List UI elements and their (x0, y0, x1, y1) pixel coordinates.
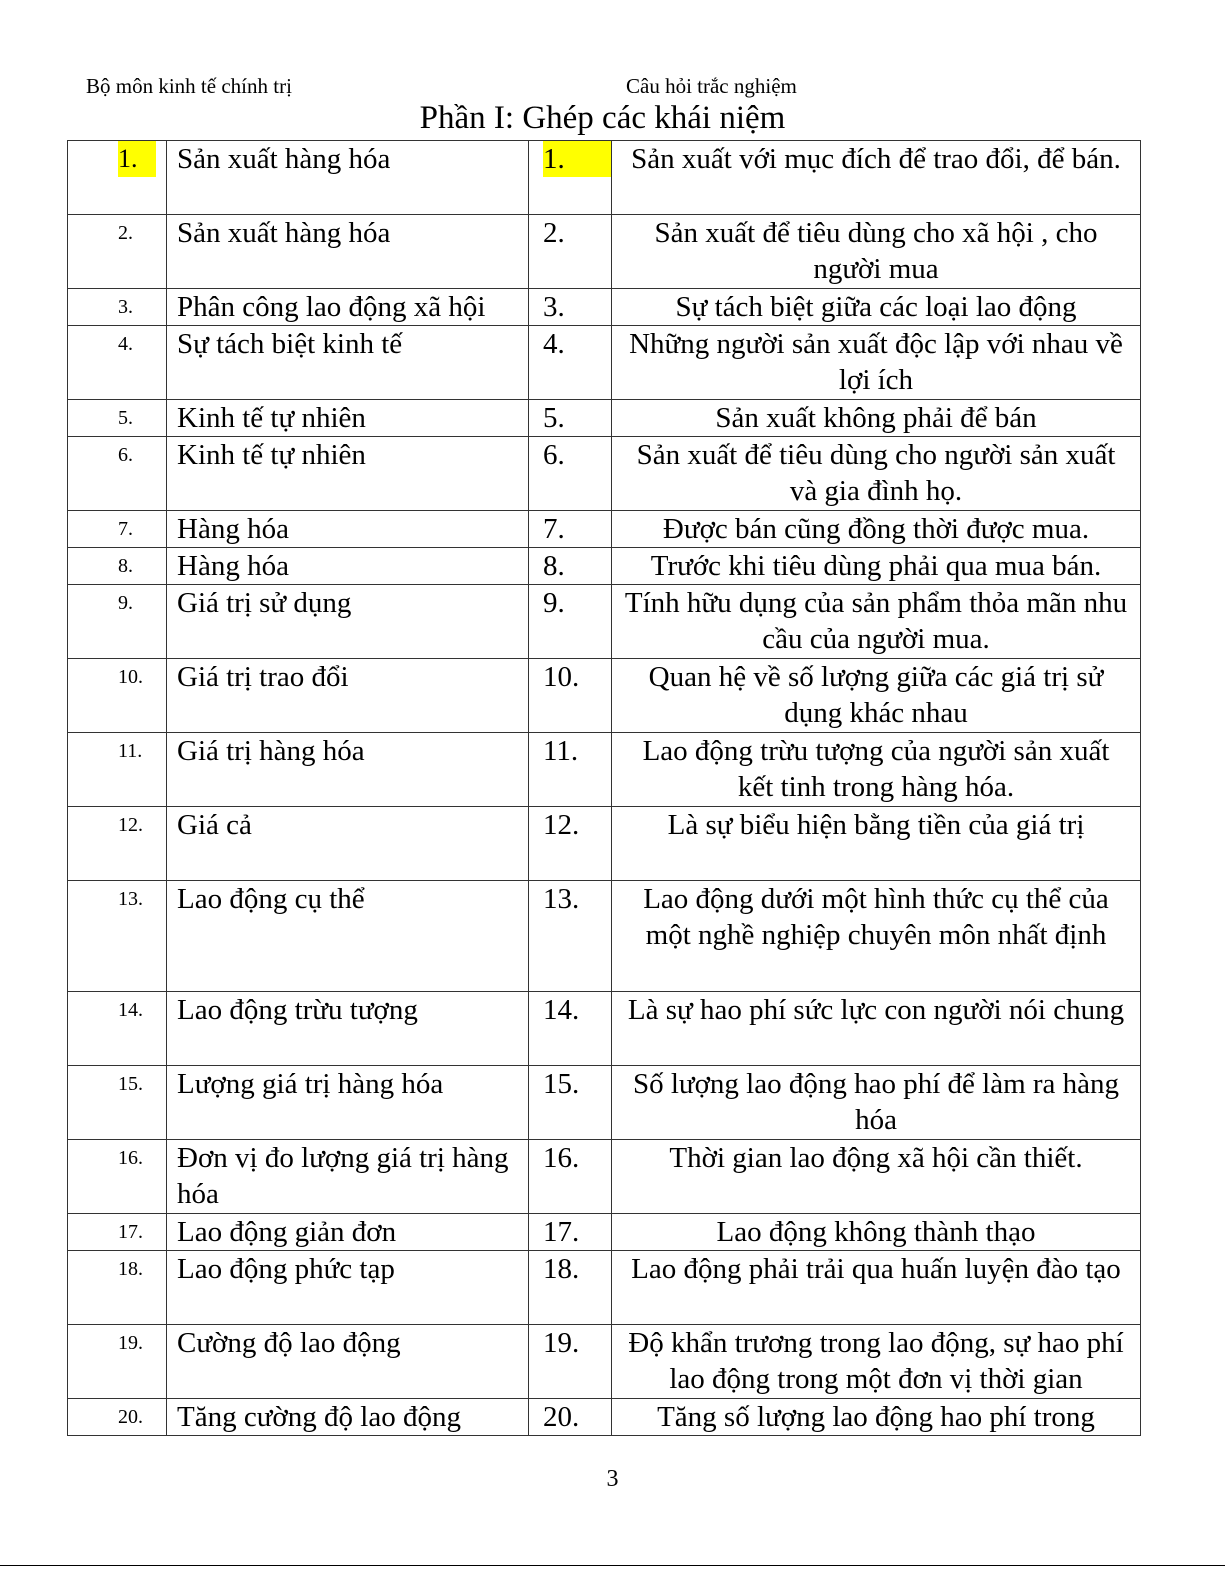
concept-term (167, 1214, 529, 1251)
right-number-text: 5. (543, 402, 565, 434)
concept-term (167, 585, 529, 659)
right-number (529, 289, 612, 326)
concept-term-text: Kinh tế tự nhiên (177, 439, 366, 471)
concept-definition-text: Sản xuất để tiêu dùng cho xã hội , cho người mua (654, 217, 1098, 285)
concept-term (167, 326, 529, 400)
concept-term-text: Hàng hóa (177, 550, 289, 582)
concept-term (167, 215, 529, 289)
left-number-text: 12. (118, 814, 143, 836)
concept-term (167, 1140, 529, 1214)
right-number-text: 14. (543, 994, 580, 1026)
table-row (68, 326, 1141, 400)
concept-definition (612, 585, 1141, 659)
concept-definition-text: Lao động dưới một hình thức cụ thể của một nghề nghiệp chuyên môn nhất định (643, 883, 1109, 951)
concept-definition (612, 807, 1141, 881)
left-number (68, 511, 167, 548)
table-row (68, 1325, 1141, 1399)
concept-definition (612, 141, 1141, 215)
right-number (529, 215, 612, 289)
right-number-text: 11. (543, 735, 579, 767)
left-number (68, 1140, 167, 1214)
left-number-text: 19. (118, 1332, 143, 1354)
concept-term-text: Sản xuất hàng hóa (177, 217, 391, 249)
table-row (68, 585, 1141, 659)
concept-term-text: Phân công lao động xã hội (177, 291, 486, 323)
concept-definition-text: Trước khi tiêu dùng phải qua mua bán. (650, 550, 1102, 582)
concept-definition-text: Lao động trừu tượng của người sản xuất kết tinh trong hàng hóa. (642, 735, 1110, 803)
left-number (68, 215, 167, 289)
right-number (529, 548, 612, 585)
concept-term-text: Giá trị hàng hóa (177, 735, 365, 767)
concept-definition-text: Lao động phải trải qua huấn luyện đào tạo (631, 1253, 1121, 1285)
right-number-text: 8. (543, 550, 565, 582)
concept-term-text: Kinh tế tự nhiên (177, 402, 366, 434)
left-number (68, 437, 167, 511)
left-number (68, 289, 167, 326)
table-row (68, 215, 1141, 289)
left-number-text: 7. (118, 518, 133, 540)
table-row (68, 400, 1141, 437)
concept-definition (612, 881, 1141, 992)
concept-definition (612, 215, 1141, 289)
concept-term-text: Giá cả (177, 809, 252, 841)
left-number-text: 1. (118, 141, 156, 177)
concept-definition (612, 992, 1141, 1066)
left-number-text: 15. (118, 1073, 143, 1095)
concept-term-text: Lao động phức tạp (177, 1253, 395, 1285)
left-number (68, 1325, 167, 1399)
concept-definition (612, 1399, 1141, 1436)
right-number (529, 326, 612, 400)
right-number (529, 807, 612, 881)
concept-definition-text: Số lượng lao động hao phí để làm ra hàng hóa (632, 1068, 1120, 1136)
left-number (68, 992, 167, 1066)
left-number-text: 13. (118, 888, 143, 910)
left-number (68, 1399, 167, 1436)
right-number-text: 16. (543, 1142, 580, 1174)
right-number-text: 10. (543, 661, 580, 693)
right-number (529, 1325, 612, 1399)
right-number-text: 9. (543, 587, 565, 619)
header-department: Bộ môn kinh tế chính trị (86, 74, 292, 98)
left-number-text: 3. (118, 296, 133, 318)
right-number (529, 1251, 612, 1325)
concept-definition (612, 289, 1141, 326)
table-row (68, 733, 1141, 807)
left-number (68, 659, 167, 733)
left-number (68, 326, 167, 400)
table-row (68, 548, 1141, 585)
concept-definition-text: Là sự biểu hiện bằng tiền của giá trị (667, 809, 1085, 841)
left-number (68, 141, 167, 215)
right-number (529, 141, 612, 215)
concept-definition-text: Tính hữu dụng của sản phẩm thỏa mãn nhu cầu của người mua. (624, 587, 1128, 655)
concept-definition (612, 326, 1141, 400)
right-number (529, 1140, 612, 1214)
left-number (68, 548, 167, 585)
concept-term-text: Tăng cường độ lao động (177, 1401, 461, 1433)
concept-term (167, 881, 529, 992)
left-number (68, 733, 167, 807)
concept-definition-text: Thời gian lao động xã hội cần thiết. (669, 1142, 1083, 1174)
concept-term (167, 548, 529, 585)
left-number-text: 16. (118, 1147, 143, 1169)
left-number-text: 8. (118, 555, 133, 577)
matching-table (67, 140, 1141, 1436)
left-number-text: 17. (118, 1221, 143, 1243)
right-number-text: 15. (543, 1068, 580, 1100)
concept-definition-text: Những người sản xuất độc lập với nhau về lợi ích (629, 328, 1123, 396)
concept-definition (612, 400, 1141, 437)
concept-definition-text: Độ khẩn trương trong lao động, sự hao phí lao động trong một đơn vị thời gian (628, 1327, 1124, 1395)
concept-definition-text: Được bán cũng đồng thời được mua. (662, 513, 1090, 545)
concept-term-text: Đơn vị đo lượng giá trị hàng hóa (177, 1142, 509, 1210)
concept-term-text: Giá trị sử dụng (177, 587, 352, 619)
concept-term-text: Lao động giản đơn (177, 1216, 397, 1248)
table-row (68, 659, 1141, 733)
concept-definition (612, 1214, 1141, 1251)
concept-definition (612, 1325, 1141, 1399)
left-number-text: 5. (118, 407, 133, 429)
page-bottom-rule (0, 1565, 1225, 1566)
table-row (68, 141, 1141, 215)
concept-term-text: Sản xuất hàng hóa (177, 143, 391, 175)
concept-definition (612, 733, 1141, 807)
concept-definition (612, 548, 1141, 585)
concept-term-text: Sự tách biệt kinh tế (177, 328, 403, 360)
right-number-text: 19. (543, 1327, 580, 1359)
concept-definition-text: Lao động không thành thạo (716, 1216, 1036, 1248)
concept-definition (612, 659, 1141, 733)
concept-definition-text: Quan hệ về số lượng giữa các giá trị sử dụng khác nhau (648, 661, 1104, 729)
table-row (68, 1399, 1141, 1436)
concept-definition-text: Sự tách biệt giữa các loại lao động (675, 291, 1077, 323)
table-row (68, 1140, 1141, 1214)
left-number (68, 1214, 167, 1251)
right-number-text: 7. (543, 513, 565, 545)
table-row (68, 1214, 1141, 1251)
right-number (529, 511, 612, 548)
concept-term (167, 400, 529, 437)
header-doc-type: Câu hỏi trắc nghiệm (626, 74, 797, 98)
left-number-text: 9. (118, 592, 133, 614)
table-row (68, 1066, 1141, 1140)
right-number-text: 20. (543, 1401, 580, 1433)
right-number-text: 2. (543, 217, 565, 249)
left-number (68, 1066, 167, 1140)
concept-term (167, 437, 529, 511)
concept-term-text: Hàng hóa (177, 513, 289, 545)
concept-term (167, 992, 529, 1066)
right-number (529, 992, 612, 1066)
right-number-text: 4. (543, 328, 565, 360)
concept-term (167, 807, 529, 881)
left-number (68, 585, 167, 659)
left-number (68, 807, 167, 881)
concept-term (167, 1325, 529, 1399)
table-row (68, 1251, 1141, 1325)
concept-definition (612, 437, 1141, 511)
right-number (529, 1066, 612, 1140)
concept-term (167, 511, 529, 548)
left-number-text: 20. (118, 1406, 143, 1428)
concept-term (167, 289, 529, 326)
concept-term (167, 1399, 529, 1436)
concept-definition (612, 1066, 1141, 1140)
left-number-text: 6. (118, 444, 133, 466)
right-number-text: 12. (543, 809, 580, 841)
left-number (68, 400, 167, 437)
concept-term-text: Lao động trừu tượng (177, 994, 418, 1026)
concept-term-text: Lượng giá trị hàng hóa (177, 1068, 444, 1100)
concept-definition (612, 511, 1141, 548)
concept-term-text: Cường độ lao động (177, 1327, 401, 1359)
right-number-text: 1. (543, 141, 611, 177)
concept-term (167, 141, 529, 215)
left-number-text: 2. (118, 222, 133, 244)
concept-definition (612, 1140, 1141, 1214)
section-title: Phần I: Ghép các khái niệm (419, 100, 786, 136)
table-row (68, 437, 1141, 511)
concept-definition-text: Tăng số lượng lao động hao phí trong (657, 1401, 1095, 1433)
left-number-text: 10. (118, 666, 143, 688)
table-row (68, 992, 1141, 1066)
right-number (529, 1399, 612, 1436)
left-number-text: 18. (118, 1258, 143, 1280)
right-number (529, 733, 612, 807)
right-number (529, 881, 612, 992)
right-number (529, 437, 612, 511)
left-number-text: 14. (118, 999, 143, 1021)
right-number (529, 585, 612, 659)
concept-term (167, 733, 529, 807)
concept-definition-text: Sản xuất không phải để bán (715, 402, 1037, 434)
right-number-text: 3. (543, 291, 565, 323)
concept-definition-text: Sản xuất với mục đích để trao đổi, để bán. (631, 143, 1121, 175)
right-number (529, 659, 612, 733)
right-number (529, 1214, 612, 1251)
left-number (68, 1251, 167, 1325)
concept-term-text: Lao động cụ thể (177, 883, 365, 915)
left-number-text: 11. (118, 740, 143, 762)
table-row (68, 807, 1141, 881)
table-row (68, 881, 1141, 992)
right-number (529, 400, 612, 437)
concept-term (167, 1251, 529, 1325)
right-number-text: 18. (543, 1253, 580, 1285)
concept-definition-text: Sản xuất để tiêu dùng cho người sản xuất và gia đình họ. (636, 439, 1116, 507)
left-number (68, 881, 167, 992)
concept-definition (612, 1251, 1141, 1325)
right-number-text: 6. (543, 439, 565, 471)
table-row (68, 511, 1141, 548)
right-number-text: 17. (543, 1216, 580, 1248)
table-row (68, 289, 1141, 326)
page-number: 3 (606, 1466, 619, 1492)
left-number-text: 4. (118, 333, 133, 355)
concept-term-text: Giá trị trao đổi (177, 661, 349, 693)
right-number-text: 13. (543, 883, 580, 915)
concept-term (167, 1066, 529, 1140)
concept-definition-text: Là sự hao phí sức lực con người nói chung (627, 994, 1125, 1026)
concept-term (167, 659, 529, 733)
